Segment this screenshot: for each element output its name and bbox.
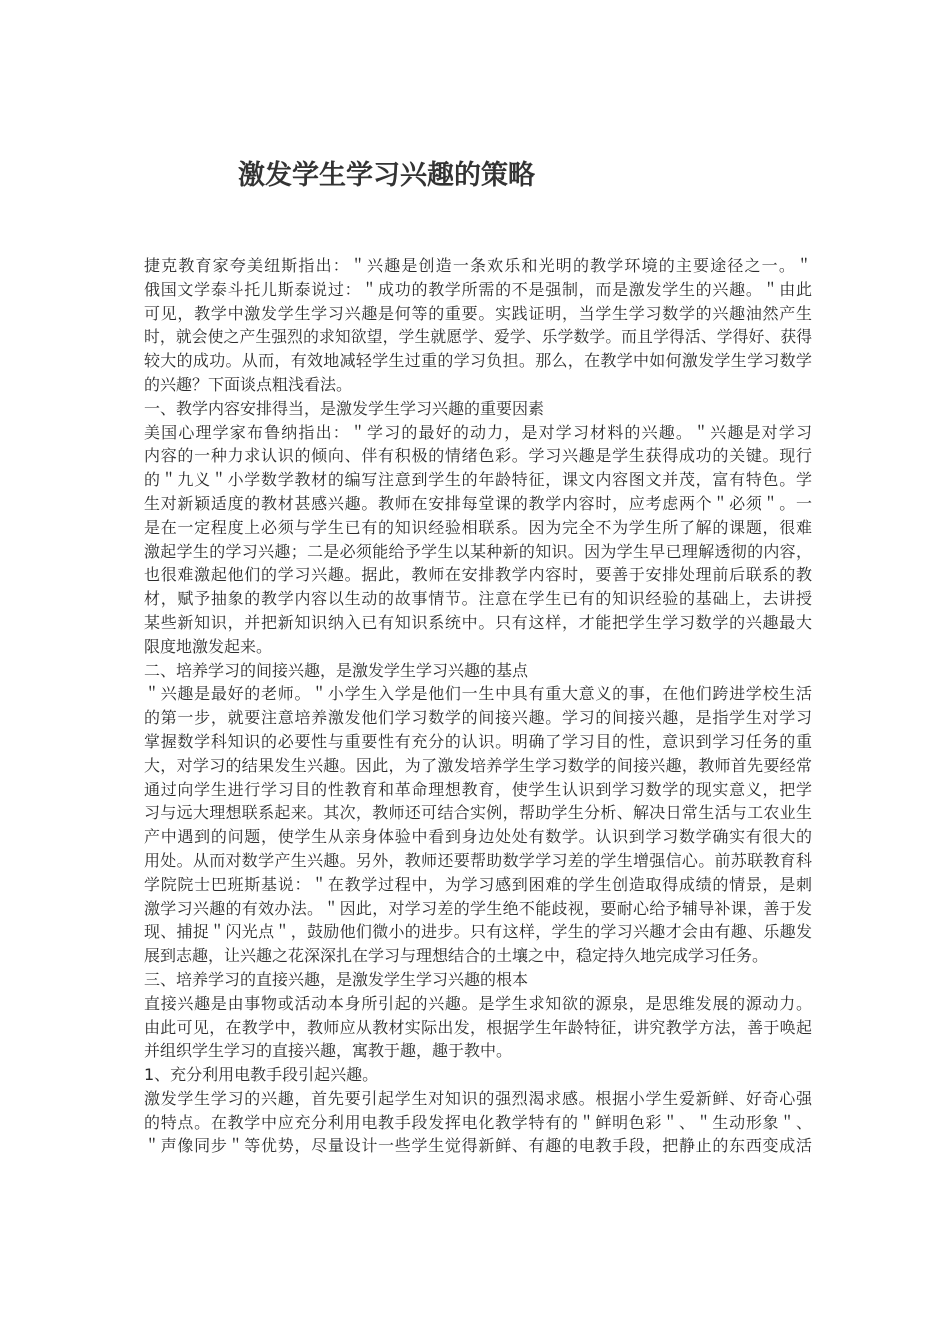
- text-line: 习与远大理想联系起来。其次，教师还可结合实例，帮助学生分析、解决日常生活与工农业生: [144, 803, 812, 823]
- text-line: 激学习兴趣的有效办法。＂因此，对学习差的学生绝不能歧视，要耐心给予辅导补课，善于发: [144, 898, 812, 918]
- text-line: 俄国文学泰斗托儿斯泰说过：＂成功的教学所需的不是强制，而是激发学生的兴趣。＂由此: [144, 279, 812, 299]
- text-line: 的特点。在教学中应充分利用电教手段发挥电化教学特有的＂鲜明色彩＂、＂生动形象＂、: [144, 1112, 812, 1132]
- text-line: 直接兴趣是由事物或活动本身所引起的兴趣。是学生求知欲的源泉，是思维发展的源动力。: [144, 993, 812, 1013]
- text-line: 的第一步，就要注意培养激发他们学习数学的间接兴趣。学习的间接兴趣，是指学生对学习: [144, 708, 812, 728]
- text-line: 产中遇到的问题，使学生从亲身体验中看到身边处处有数学。认识到学习数学确实有很大的: [144, 827, 812, 847]
- text-line: 现、捕捉＂闪光点＂，鼓励他们微小的进步。只有这样，学生的学习兴趣才会由有趣、乐趣发: [144, 922, 812, 942]
- text-line: ＂兴趣是最好的老师。＂小学生入学是他们一生中具有重大意义的事，在他们跨进学校生活: [144, 684, 812, 704]
- text-line: 一、教学内容安排得当，是激发学生学习兴趣的重要因素: [144, 398, 545, 418]
- text-line: 限度地激发起来。: [144, 636, 273, 656]
- text-line: 某些新知识，并把新知识纳入已有知识系统中。只有这样，才能把学生学习数学的兴趣最大: [144, 612, 812, 632]
- text-line: 并组织学生学习的直接兴趣，寓教于趣，趣于教中。: [144, 1041, 513, 1061]
- text-line: 内容的一种力求认识的倾向、伴有积极的情绪色彩。学习兴趣是学生获得成功的关键。现行: [144, 446, 812, 466]
- text-line: 是在一定程度上必须与学生已有的知识经验相联系。因为完全不为学生所了解的课题，很难: [144, 517, 812, 537]
- text-line: 的兴趣？下面谈点粗浅看法。: [144, 374, 353, 394]
- text-line: 大，对学习的结果发生兴趣。因此，为了激发培养学生学习数学的间接兴趣，教师首先要经常: [144, 755, 812, 775]
- text-line: 捷克教育家夸美纽斯指出：＂兴趣是创造一条欢乐和光明的教学环境的主要途径之一。＂: [144, 256, 812, 275]
- text-line: 展到志趣，让兴趣之花深深扎在学习与理想结合的土壤之中，稳定持久地完成学习任务。: [144, 946, 769, 966]
- text-line: 美国心理学家布鲁纳指出：＂学习的最好的动力，是对学习材料的兴趣。＂兴趣是对学习: [144, 422, 812, 442]
- text-line: 激起学生的学习兴趣；二是必须能给予学生以某种新的知识。因为学生早已理解透彻的内容，: [144, 541, 812, 561]
- document-body: [144, 254, 812, 1158]
- text-line: 可见，教学中激发学生学习兴趣是何等的重要。实践证明，当学生学习数学的兴趣油然产生: [144, 303, 812, 323]
- text-line: 材，赋予抽象的教学内容以生动的故事情节。注意在学生已有的知识经验的基础上，去讲授: [144, 589, 812, 609]
- text-line: 掌握数学科知识的必要性与重要性有充分的认识。明确了学习目的性，意识到学习任务的重: [144, 731, 812, 751]
- text-line: 二、培养学习的间接兴趣，是激发学生学习兴趣的基点: [144, 660, 529, 680]
- text-line: 的＂九义＂小学数学教材的编写注意到学生的年龄特征，课文内容图文并茂，富有特色。学: [144, 470, 812, 490]
- text-line: 也很难激起他们的学习兴趣。据此，教师在安排教学内容时，要善于安排处理前后联系的教: [144, 565, 812, 585]
- text-line: 激发学生学习的兴趣，首先要引起学生对知识的强烈渴求感。根据小学生爱新鲜、好奇心强: [144, 1088, 812, 1108]
- text-line: 1、充分利用电教手段引起兴趣。: [144, 1065, 379, 1085]
- text-line: 通过向学生进行学习目的性教育和革命理想教育，使学生认识到学习数学的现实意义，把学: [144, 779, 812, 799]
- text-line: 三、培养学习的直接兴趣，是激发学生学习兴趣的根本: [144, 969, 529, 989]
- text-line: 生对新颖适度的教材甚感兴趣。教师在安排每堂课的教学内容时，应考虑两个＂必须＂。一: [144, 493, 812, 513]
- text-line: 时，就会使之产生强烈的求知欲望，学生就愿学、爱学、乐学数学。而且学得活、学得好、获得: [144, 327, 812, 347]
- text-line: 较大的成功。从而，有效地减轻学生过重的学习负担。那么，在教学中如何激发学生学习数学: [144, 351, 812, 371]
- text-line: 学院院士巴班斯基说：＂在教学过程中，为学习感到困难的学生创造取得成绩的情景，是刺: [144, 874, 812, 894]
- document-title: 激发学生学习兴趣的策略: [238, 160, 535, 191]
- text-line: ＂声像同步＂等优势，尽量设计一些学生觉得新鲜、有趣的电教手段，把静止的东西变成活: [144, 1136, 812, 1156]
- text-line: 由此可见，在教学中，教师应从教材实际出发，根据学生年龄特征，讲究教学方法，善于唤起: [144, 1017, 812, 1037]
- text-line: 用处。从而对数学产生兴趣。另外，教师还要帮助数学学习差的学生增强信心。前苏联教育科: [144, 850, 812, 870]
